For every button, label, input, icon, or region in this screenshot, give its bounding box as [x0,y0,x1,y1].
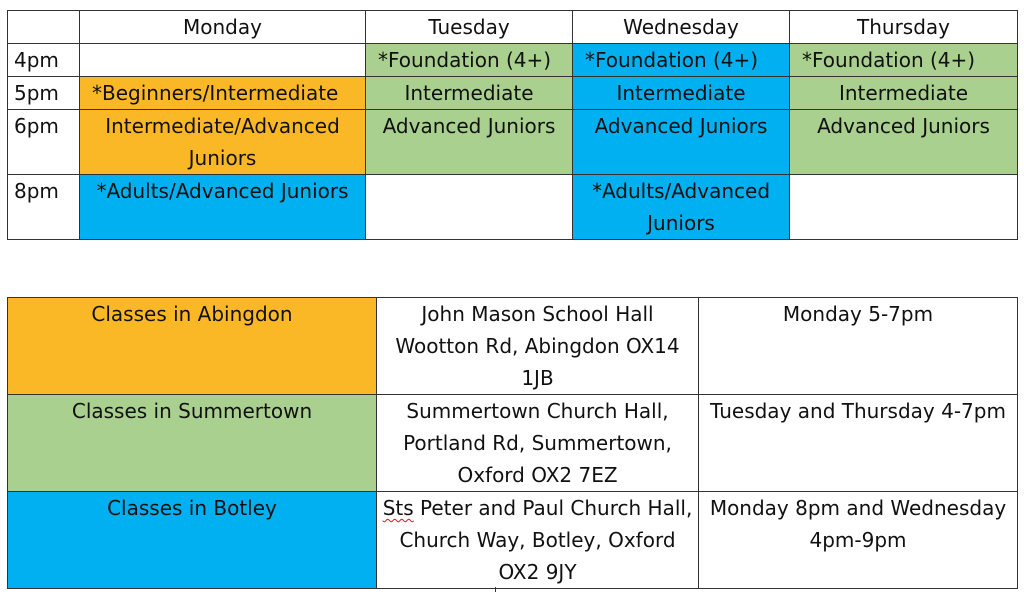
day-header-wednesday: Wednesday [573,11,790,44]
class-cell-thursday: Advanced Juniors [790,110,1018,175]
venue-address-cell [377,492,699,589]
class-cell-wednesday: *Foundation (4+) [573,44,790,77]
venue-address-cell: John Mason School Hall Wootton Rd, Abingdon OX14 1JB [377,298,699,395]
class-cell-thursday: *Foundation (4+) [790,44,1018,77]
venue-row-abingdon [8,298,1018,395]
timetable-row-8pm [8,175,1018,240]
class-cell-wednesday: *Adults/Advanced Juniors [573,175,790,240]
timetable-row-6pm [8,110,1018,175]
venue-times-cell: Monday 8pm and Wednesday 4pm-9pm [699,492,1018,589]
spelling-flagged-word: Sts [382,496,414,520]
venue-times-cell: Tuesday and Thursday 4-7pm [699,395,1018,492]
class-cell-tuesday: Advanced Juniors [366,110,573,175]
class-cell-monday [80,44,366,77]
venue-name-cell: Classes in Botley [8,492,377,589]
time-label: 6pm [8,110,80,175]
timetable-row-5pm [8,77,1018,110]
class-cell-wednesday: Intermediate [573,77,790,110]
venue-row-summertown [8,395,1018,492]
table-border-fragment [495,587,496,592]
class-timetable [7,10,1018,240]
class-cell-thursday [790,175,1018,240]
timetable-header-row [8,11,1018,44]
class-cell-tuesday: Intermediate [366,77,573,110]
timetable-row-4pm [8,44,1018,77]
class-cell-thursday: Intermediate [790,77,1018,110]
class-cell-tuesday: *Foundation (4+) [366,44,573,77]
day-header-tuesday: Tuesday [366,11,573,44]
class-cell-tuesday [366,175,573,240]
class-cell-monday: *Adults/Advanced Juniors [80,175,366,240]
venue-table [7,297,1018,589]
time-label: 4pm [8,44,80,77]
class-cell-monday: Intermediate/Advanced Juniors [80,110,366,175]
class-cell-monday: *Beginners/Intermediate [80,77,366,110]
time-label: 8pm [8,175,80,240]
class-cell-wednesday: Advanced Juniors [573,110,790,175]
venue-address-text: Peter and Paul Church Hall, Church Way, Botley, Oxford OX2 9JY [399,496,693,584]
venue-row-botley [8,492,1018,589]
header-corner-cell [8,11,80,44]
time-label: 5pm [8,77,80,110]
venue-times-cell: Monday 5-7pm [699,298,1018,395]
venue-address-cell: Summertown Church Hall, Portland Rd, Summertown, Oxford OX2 7EZ [377,395,699,492]
day-header-monday: Monday [80,11,366,44]
day-header-thursday: Thursday [790,11,1018,44]
venue-name-cell: Classes in Summertown [8,395,377,492]
venue-name-cell: Classes in Abingdon [8,298,377,395]
